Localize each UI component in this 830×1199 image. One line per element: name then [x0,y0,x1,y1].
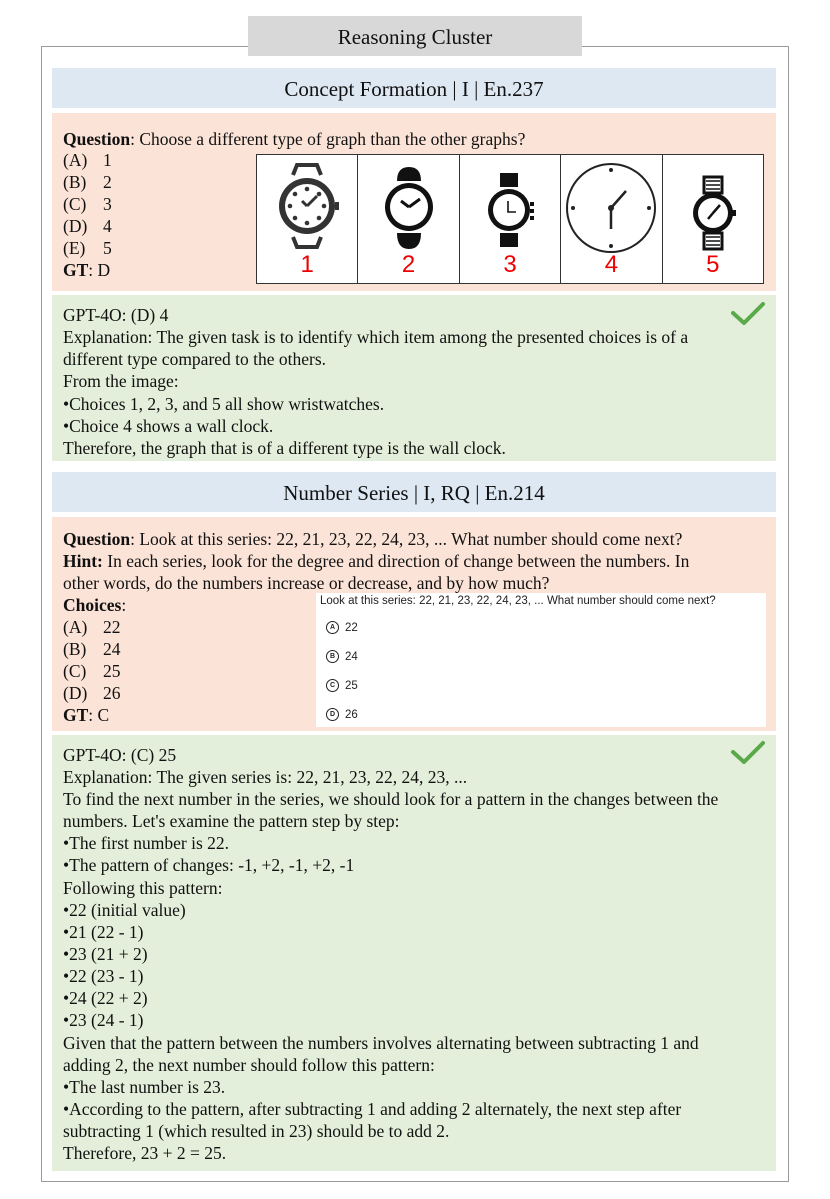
wristwatch-strap-icon [381,165,437,251]
question-label: Question [63,129,131,149]
section-title-concept-formation: Concept Formation | I | En.237 [52,68,776,108]
figure-cell-5 [663,155,763,283]
answer-line: Therefore, 23 + 2 = 25. [63,1143,227,1163]
answer-line: •Choices 1, 2, 3, and 5 all show wristwatches. [63,394,385,414]
answer-line: subtracting 1 (which resulted in 23) should be to add 2. [63,1121,450,1141]
card-question: Look at this series: 22, 21, 23, 22, 24, 23, ... What number should come next? [320,595,716,607]
hint-line-2: other words, do the numbers increase or decrease, and by how much? [63,573,550,593]
answer-line: •According to the pattern, after subtracting 1 and adding 2 alternately, the next step after [63,1099,682,1119]
answer-line: •24 (22 + 2) [63,988,148,1008]
question-text: : Look at this series: 22, 21, 23, 22, 24, 23, ... What number should come next? [130,529,683,549]
answer-line: adding 2, the next number should follow this pattern: [63,1055,435,1075]
ground-truth-1: GT: D [63,260,111,280]
choice-card [316,593,766,727]
section-title-number-series: Number Series | I, RQ | En.214 [52,472,776,512]
answer-line: •23 (24 - 1) [63,1010,144,1030]
answer-head-2: GPT-4O: (C) 25 [63,745,177,765]
figure-number-3: 3 [503,251,517,278]
answer-line: •Choice 4 shows a wall clock. [63,416,274,436]
radio-badge-icon: B [326,650,339,663]
answer-line: •The pattern of changes: -1, +2, -1, +2, -1 [63,855,355,875]
question-label: Question [63,529,131,549]
option-c: (C) 25 [63,661,121,681]
answer-line: •22 (initial value) [63,900,186,920]
answer-line: •The first number is 22. [63,833,230,853]
answer-line: Following this pattern: [63,878,223,898]
question-1 [63,128,525,150]
answer-line: •21 (22 - 1) [63,922,144,942]
option-b: (B) 2 [63,172,112,192]
card-choice-a: A 22 [326,621,358,634]
watch-figure [256,154,764,284]
figure-number-4: 4 [604,251,619,278]
figure-cell-4 [561,155,662,283]
option-b: (B) 24 [63,639,121,659]
hint-line-1: Hint: In each series, look for the degree and direction of change between the numbers. In [63,551,690,571]
wristwatch-dots-icon [275,163,339,249]
correct-check-icon [730,301,766,327]
radio-badge-icon: C [326,679,339,692]
figure-number-5: 5 [706,251,720,278]
answer-line: From the image: [63,371,179,391]
figure-number-1: 1 [300,251,314,278]
question-2 [63,528,682,550]
answer-line: Given that the pattern between the numbers involves alternating between subtracting 1 and [63,1033,699,1053]
explanation-line: Explanation: The given series is: 22, 21, 23, 22, 24, 23, ... [63,767,468,787]
option-d: (D) 4 [63,216,112,236]
option-d: (D) 26 [63,683,121,703]
cluster-title: Reasoning Cluster [248,16,582,56]
figure-number-2: 2 [401,251,416,278]
option-e: (E) 5 [63,238,112,258]
card-choice-c: C 25 [326,679,358,692]
option-a: (A) 22 [63,617,121,637]
answer-line: Therefore, the graph that is of a different type is the wall clock. [63,438,506,458]
correct-check-icon [730,740,766,766]
card-choice-b: B 24 [326,650,358,663]
answer-line: Explanation: The given task is to identify which item among the presented choices is of a [63,327,689,347]
answer-line: •The last number is 23. [63,1077,226,1097]
option-a: (A) 1 [63,150,112,170]
answer-line: •23 (21 + 2) [63,944,148,964]
card-choice-d: D 26 [326,708,358,721]
ground-truth-2: GT: C [63,705,110,725]
answer-line: numbers. Let's examine the pattern step by step: [63,811,400,831]
answer-head-1: GPT-4O: (D) 4 [63,305,169,325]
radio-badge-icon: D [326,708,339,721]
answer-line: different type compared to the others. [63,349,327,369]
answer-line: •22 (23 - 1) [63,966,144,986]
figure-cell-1 [257,155,358,283]
figure-cell-3 [460,155,561,283]
option-c: (C) 3 [63,194,112,214]
question-text: : Choose a different type of graph than the other graphs? [130,129,526,149]
answer-line: To find the next number in the series, we should look for a pattern in the changes between the [63,789,719,809]
wristwatch-square-icon [482,171,538,251]
choices-label: Choices: [63,595,127,615]
radio-badge-icon: A [326,621,339,634]
figure-cell-2 [358,155,459,283]
wristwatch-buckle-icon [688,175,738,255]
wall-clock-icon [564,161,658,255]
